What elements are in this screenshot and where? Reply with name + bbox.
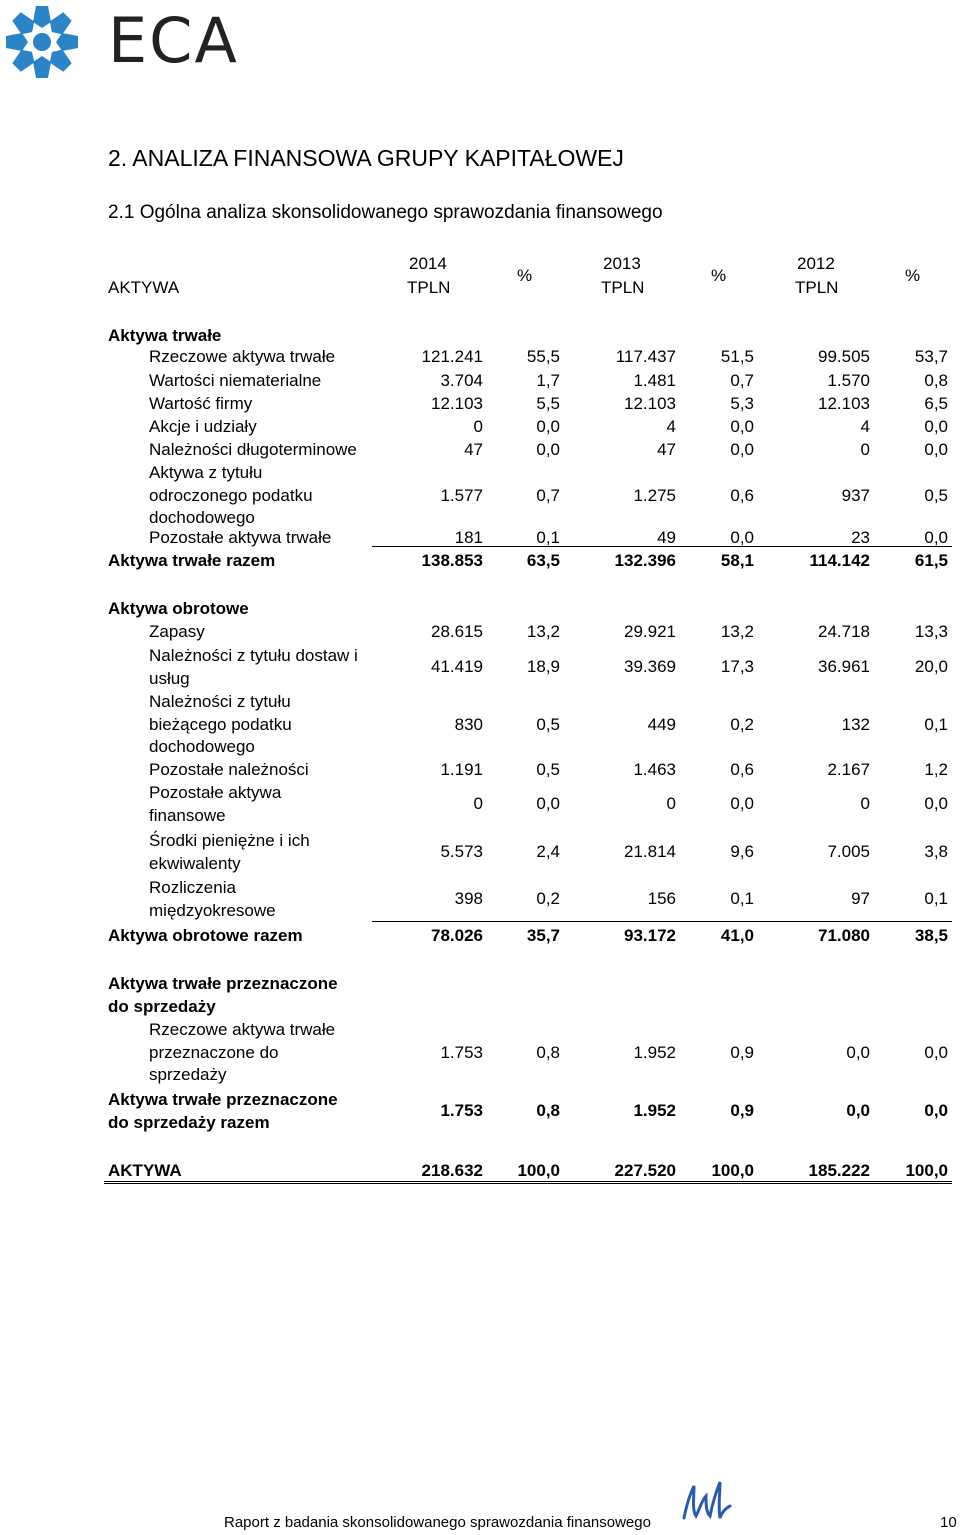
eca-star-icon xyxy=(0,2,84,82)
row-label: Należności z tytułu xyxy=(149,692,291,711)
value-cell: 114.142 xyxy=(809,551,870,570)
value-cell: 0 xyxy=(860,794,870,814)
row-label: Środki pieniężne i ich xyxy=(149,831,310,850)
row-label: Rozliczenia xyxy=(149,878,236,897)
section-title-aktywa-obrotowe: Aktywa obrotowe xyxy=(108,599,249,618)
subsection-heading: 2.1 Ogólna analiza skonsolidowanego sprawozdania finansowego xyxy=(108,202,663,223)
percent-cell: 6,5 xyxy=(924,394,948,413)
value-cell: 185.222 xyxy=(808,1161,870,1180)
header-2013: 2013 xyxy=(603,254,641,273)
percent-cell: 0,1 xyxy=(924,889,948,909)
value-cell: 156 xyxy=(647,889,676,909)
row-label: sprzedaży xyxy=(149,1065,227,1084)
value-cell: 830 xyxy=(454,714,483,734)
percent-cell: 1,7 xyxy=(536,371,560,390)
value-cell: 99.505 xyxy=(818,347,870,366)
row-label: Akcje i udziały xyxy=(149,417,257,436)
subtotal-rule xyxy=(372,921,952,922)
value-cell: 2.167 xyxy=(827,760,870,779)
percent-cell: 100,0 xyxy=(711,1161,754,1180)
percent-cell: 0,0 xyxy=(924,528,948,547)
value-cell: 937 xyxy=(841,485,870,505)
value-cell: 12.103 xyxy=(431,394,483,413)
header-pct-2013: % xyxy=(711,266,727,285)
percent-cell: 53,7 xyxy=(914,347,948,366)
row-label: dochodowego xyxy=(149,508,255,527)
percent-cell: 0,1 xyxy=(924,714,948,734)
value-cell: 97 xyxy=(851,889,870,909)
value-cell: 41.419 xyxy=(431,657,483,677)
value-cell: 117.437 xyxy=(615,347,676,366)
section-heading: 2. ANALIZA FINANSOWA GRUPY KAPITAŁOWEJ xyxy=(108,145,624,171)
value-cell: 3.704 xyxy=(440,371,483,390)
row-label: Aktywa obrotowe razem xyxy=(108,926,303,945)
percent-cell: 9,6 xyxy=(730,842,754,862)
row-label: Pozostałe aktywa xyxy=(149,783,282,802)
row-label: AKTYWA xyxy=(108,1161,182,1180)
percent-cell: 0,2 xyxy=(536,889,560,909)
percent-cell: 61,5 xyxy=(914,551,948,570)
percent-cell: 0,0 xyxy=(536,794,560,814)
percent-cell: 0,8 xyxy=(536,1101,560,1121)
percent-cell: 0,0 xyxy=(730,417,754,436)
footer-text: Raport z badania skonsolidowanego sprawozdania finansowego xyxy=(224,1514,651,1531)
percent-cell: 0,8 xyxy=(536,1042,560,1062)
value-cell: 1.753 xyxy=(440,1042,483,1062)
section-title-przeznaczone-1: Aktywa trwałe przeznaczone xyxy=(108,974,338,993)
value-cell: 0 xyxy=(666,794,676,814)
value-cell: 1.275 xyxy=(633,485,676,505)
value-cell: 449 xyxy=(647,714,676,734)
value-cell: 1.952 xyxy=(633,1101,676,1121)
percent-cell: 5,3 xyxy=(730,394,754,413)
percent-cell: 18,9 xyxy=(526,657,560,677)
header-2014: 2014 xyxy=(409,254,447,273)
header-pct-2012: % xyxy=(905,266,921,285)
value-cell: 29.921 xyxy=(624,622,676,641)
value-cell: 1.191 xyxy=(440,760,483,779)
value-cell: 47 xyxy=(464,440,483,459)
percent-cell: 0,0 xyxy=(924,794,948,814)
value-cell: 1.577 xyxy=(440,485,483,505)
value-cell: 47 xyxy=(657,440,676,459)
section-title-aktywa-trwale: Aktywa trwałe xyxy=(108,326,222,345)
percent-cell: 0,8 xyxy=(924,371,948,390)
percent-cell: 51,5 xyxy=(720,347,754,366)
value-cell: 23 xyxy=(851,528,870,547)
value-cell: 24.718 xyxy=(818,622,870,641)
row-label: usług xyxy=(149,668,190,688)
header-2012-unit: TPLN xyxy=(795,278,839,297)
percent-cell: 1,2 xyxy=(924,760,948,779)
value-cell: 78.026 xyxy=(431,926,483,945)
percent-cell: 55,5 xyxy=(526,347,560,366)
row-label: bieżącego podatku xyxy=(149,714,292,734)
value-cell: 12.103 xyxy=(624,394,676,413)
percent-cell: 0,0 xyxy=(924,440,948,459)
percent-cell: 0,0 xyxy=(924,1101,948,1121)
header-2014-unit: TPLN xyxy=(407,278,451,297)
header-pct-2014: % xyxy=(517,266,533,285)
row-label: dochodowego xyxy=(149,737,255,756)
row-label: przeznaczone do xyxy=(149,1042,279,1062)
value-cell: 132 xyxy=(841,714,870,734)
percent-cell: 0,0 xyxy=(536,440,560,459)
value-cell: 71.080 xyxy=(818,926,870,945)
percent-cell: 13,3 xyxy=(914,622,948,641)
row-label: do sprzedaży razem xyxy=(108,1112,270,1132)
percent-cell: 100,0 xyxy=(905,1161,948,1180)
percent-cell: 5,5 xyxy=(536,394,560,413)
percent-cell: 0,6 xyxy=(730,485,754,505)
percent-cell: 35,7 xyxy=(526,926,560,945)
percent-cell: 0,5 xyxy=(536,714,560,734)
value-cell: 0 xyxy=(860,440,870,459)
row-label: ekwiwalenty xyxy=(149,853,241,873)
percent-cell: 13,2 xyxy=(720,622,754,641)
row-label: Aktywa trwałe razem xyxy=(108,551,276,570)
value-cell: 227.520 xyxy=(614,1161,676,1180)
row-label: Pozostałe należności xyxy=(149,760,309,779)
value-cell: 0 xyxy=(473,794,483,814)
logo-text: ECA xyxy=(108,4,239,77)
percent-cell: 0,0 xyxy=(730,440,754,459)
percent-cell: 20,0 xyxy=(914,657,948,677)
percent-cell: 0,0 xyxy=(924,417,948,436)
percent-cell: 0,0 xyxy=(730,794,754,814)
percent-cell: 100,0 xyxy=(517,1161,560,1180)
value-cell: 5.573 xyxy=(440,842,483,862)
row-label: Pozostałe aktywa trwałe xyxy=(149,528,332,547)
percent-cell: 0,9 xyxy=(730,1101,754,1121)
value-cell: 39.369 xyxy=(624,657,676,677)
row-label: Wartości niematerialne xyxy=(149,371,322,390)
header-aktywa: AKTYWA xyxy=(108,278,180,297)
percent-cell: 0,5 xyxy=(536,760,560,779)
value-cell: 36.961 xyxy=(818,657,870,677)
value-cell: 4 xyxy=(666,417,676,436)
value-cell: 398 xyxy=(454,889,483,909)
value-cell: 1.481 xyxy=(633,371,676,390)
percent-cell: 0,7 xyxy=(536,485,560,505)
percent-cell: 0,0 xyxy=(730,528,754,547)
value-cell: 218.632 xyxy=(421,1161,483,1180)
percent-cell: 0,6 xyxy=(730,760,754,779)
percent-cell: 0,9 xyxy=(730,1042,754,1062)
value-cell: 28.615 xyxy=(431,622,483,641)
percent-cell: 3,8 xyxy=(924,842,948,862)
value-cell: 0 xyxy=(473,417,483,436)
row-label: międzyokresowe xyxy=(149,900,276,920)
eca-logo xyxy=(0,2,240,82)
value-cell: 12.103 xyxy=(818,394,870,413)
value-cell: 21.814 xyxy=(624,842,676,862)
row-label: Należności z tytułu dostaw i xyxy=(149,646,358,665)
percent-cell: 17,3 xyxy=(720,657,754,677)
section-title-przeznaczone-2: do sprzedaży xyxy=(108,997,216,1016)
value-cell: 121.241 xyxy=(421,347,483,366)
row-label: Aktywa trwałe przeznaczone xyxy=(108,1090,338,1109)
value-cell: 1.570 xyxy=(827,371,870,390)
percent-cell: 2,4 xyxy=(536,842,560,862)
value-cell: 4 xyxy=(860,417,870,436)
row-label: finansowe xyxy=(149,805,226,825)
value-cell: 0,0 xyxy=(846,1042,870,1062)
page-number: 10 xyxy=(940,1514,957,1531)
percent-cell: 0,0 xyxy=(536,417,560,436)
row-label: Wartość firmy xyxy=(149,394,253,413)
value-cell: 0,0 xyxy=(846,1101,870,1121)
header-2013-unit: TPLN xyxy=(601,278,645,297)
percent-cell: 0,1 xyxy=(536,528,560,547)
value-cell: 138.853 xyxy=(421,551,483,570)
percent-cell: 58,1 xyxy=(720,551,754,570)
percent-cell: 38,5 xyxy=(914,926,948,945)
row-label: Rzeczowe aktywa trwałe xyxy=(149,1020,336,1039)
value-cell: 1.753 xyxy=(440,1101,483,1121)
total-rule xyxy=(104,1181,952,1184)
percent-cell: 0,2 xyxy=(730,714,754,734)
row-label: Aktywa z tytułu xyxy=(149,463,263,482)
percent-cell: 63,5 xyxy=(526,551,560,570)
row-label: odroczonego podatku xyxy=(149,485,313,505)
value-cell: 132.396 xyxy=(614,551,676,570)
percent-cell: 41,0 xyxy=(720,926,754,945)
row-label: Zapasy xyxy=(149,622,205,641)
row-label: Należności długoterminowe xyxy=(149,440,357,459)
header-2012: 2012 xyxy=(797,254,835,273)
percent-cell: 0,1 xyxy=(730,889,754,909)
subtotal-rule xyxy=(372,546,952,547)
percent-cell: 0,0 xyxy=(924,1042,948,1062)
row-label: Rzeczowe aktywa trwałe xyxy=(149,347,336,366)
percent-cell: 13,2 xyxy=(526,622,560,641)
value-cell: 7.005 xyxy=(827,842,870,862)
value-cell: 1.952 xyxy=(633,1042,676,1062)
value-cell: 93.172 xyxy=(624,926,676,945)
percent-cell: 0,7 xyxy=(730,371,754,390)
signature-mark xyxy=(680,1478,732,1528)
value-cell: 49 xyxy=(657,528,676,547)
percent-cell: 0,5 xyxy=(924,485,948,505)
value-cell: 181 xyxy=(454,528,483,547)
value-cell: 1.463 xyxy=(633,760,676,779)
